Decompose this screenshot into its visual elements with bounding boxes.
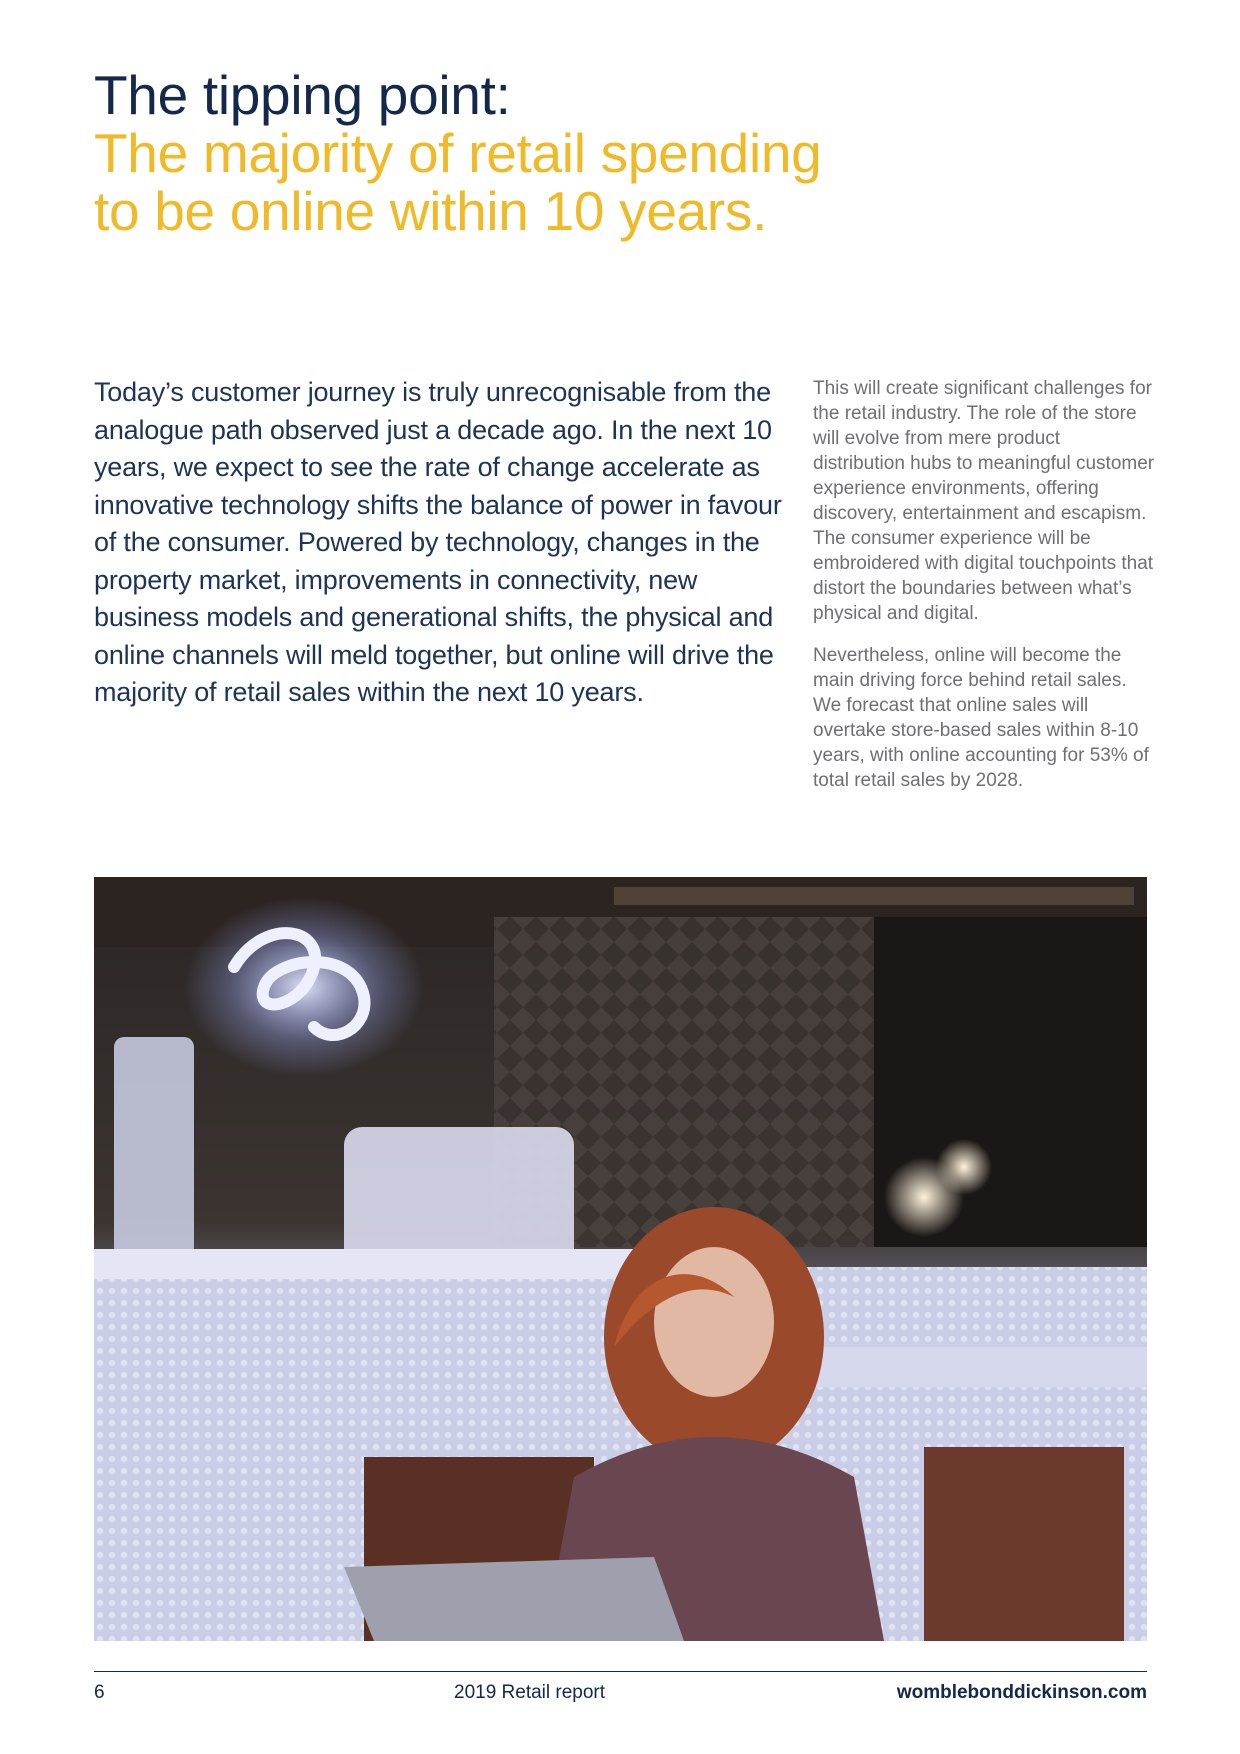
title-line-1: The tipping point: (94, 64, 511, 126)
cafe-photo (94, 877, 1147, 1641)
website-link[interactable]: womblebonddickinson.com (896, 1682, 1147, 1703)
subtitle-line-2: to be online within 10 years. (94, 180, 768, 242)
subtitle-line-1: The majority of retail spending (94, 122, 822, 184)
sidebar-paragraph-1: This will create significant challenges for the retail industry. The role of the store will evolve from mere product distribution hubs to meaningful customer experience environments, offering discovery, entertainment and escapism. The consumer experience will be embroidered with digital touchpoints that distort the boundaries between what’s physical and digital. (813, 378, 1155, 624)
footer-divider (94, 1671, 1147, 1672)
page-number: 6 (94, 1682, 105, 1703)
page-title (94, 66, 994, 240)
lead-paragraph: Today’s customer journey is truly unrecognisable from the analogue path observed just a decade ago. In the next 10 years, we expect to see the rate of change accelerate as innovative technology shifts the balance of power in favour of the consumer. Powered by technology, changes in the property market, improvements in connectivity, new business models and generational shifts, the physical and online channels will meld together, but online will drive the majority of retail sales within the next 10 years. (94, 377, 782, 707)
sidebar-paragraph-2: Nevertheless, online will become the main driving force behind retail sales. We forecast that online sales will overtake store-based sales within 8-10 years, with online accounting for 53% of total retail sales by 2028. (813, 645, 1149, 791)
sidebar-column (813, 376, 1156, 810)
report-title: 2019 Retail report (454, 1682, 606, 1703)
